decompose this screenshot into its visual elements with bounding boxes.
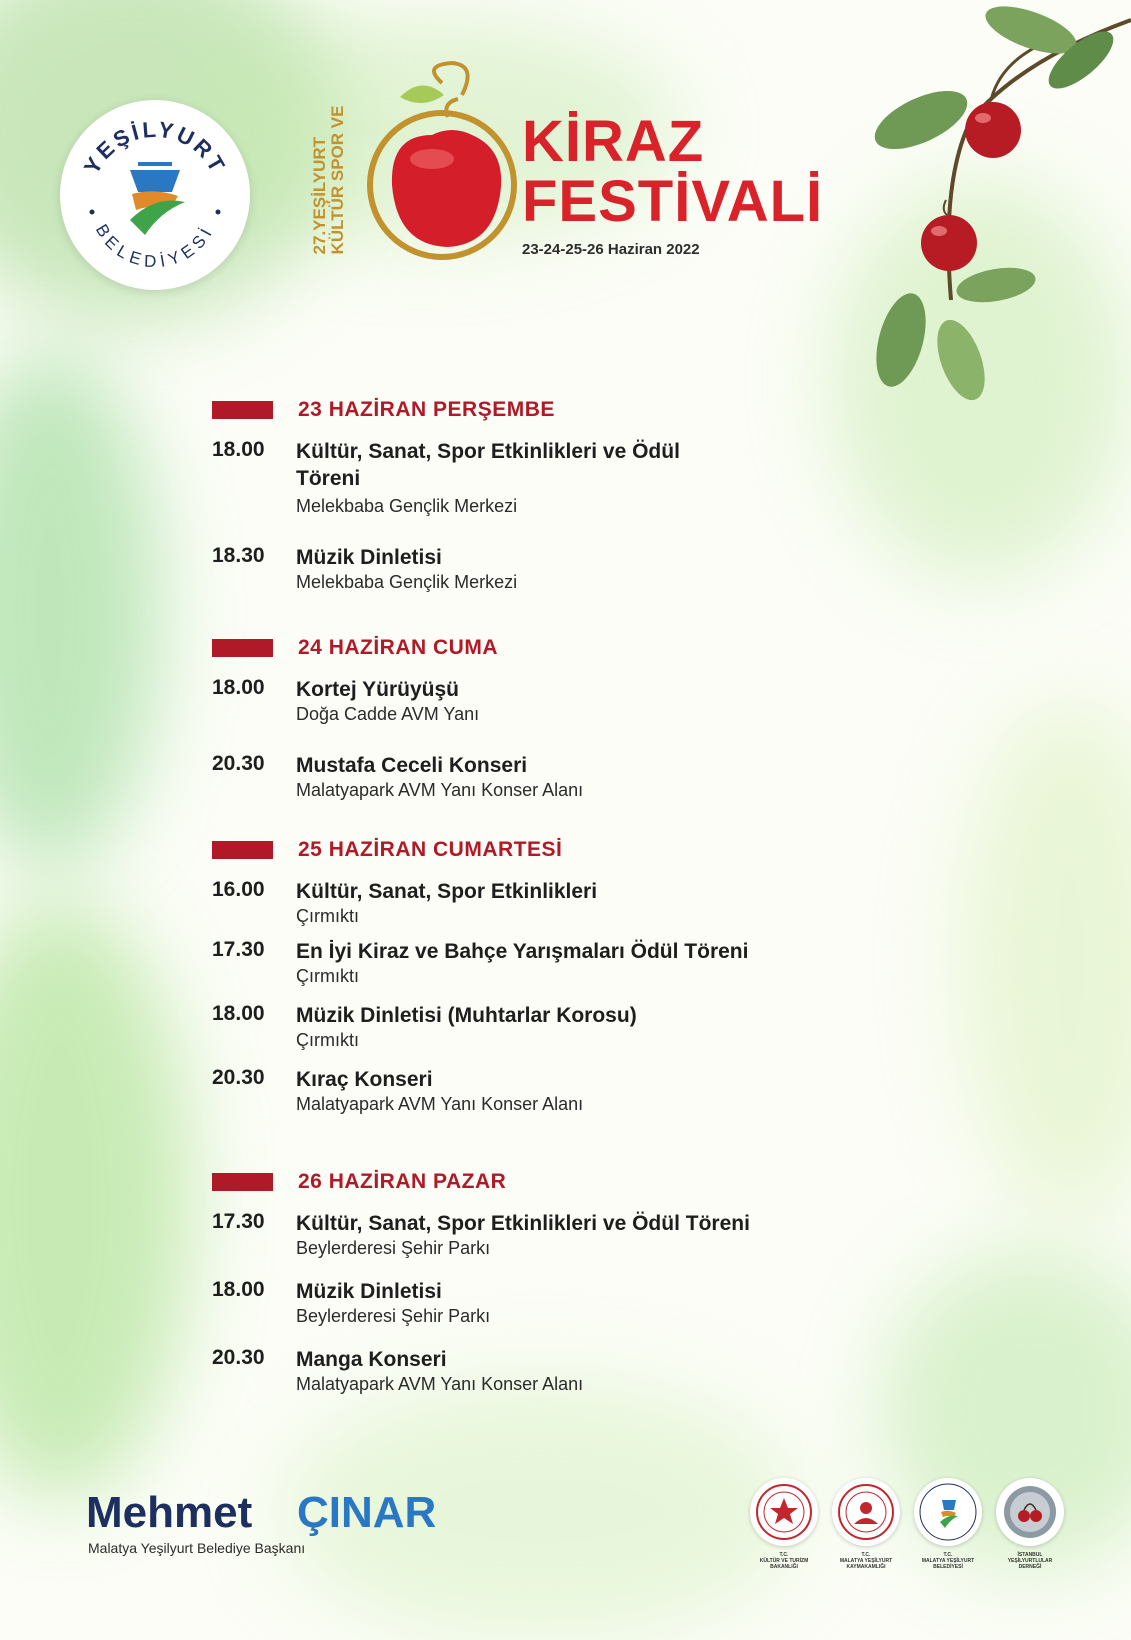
day-title: 25 HAZİRAN CUMARTESİ bbox=[298, 838, 563, 861]
festival-title-line1: KİRAZ bbox=[522, 109, 705, 174]
event-venue: Çırmıktı bbox=[296, 966, 359, 986]
event-venue: Malatyapark AVM Yanı Konser Alanı bbox=[296, 1374, 584, 1394]
event-venue: Melekbaba Gençlik Merkezi bbox=[296, 572, 518, 592]
mayor-first-name: Mehmet bbox=[86, 1488, 253, 1537]
event-time: 18.00 bbox=[212, 676, 265, 699]
municipality-emblem-icon bbox=[60, 100, 250, 290]
event-venue: Çırmıktı bbox=[296, 906, 359, 926]
partner-logo bbox=[746, 1478, 822, 1570]
partner-caption: İSTANBUL YEŞİLYURTLULAR DERNEĞİ bbox=[1007, 1552, 1053, 1570]
event-time: 20.30 bbox=[212, 752, 265, 775]
event-title: Müzik Dinletisi bbox=[296, 546, 442, 569]
logo-top-text: YEŞİLYURT bbox=[78, 116, 232, 179]
event-title: Kültür, Sanat, Spor Etkinlikleri ve Ödül Töreni bbox=[296, 440, 680, 490]
day-marker-bar bbox=[212, 841, 273, 859]
event-time: 18.00 bbox=[212, 1002, 265, 1025]
event-time: 17.30 bbox=[212, 938, 265, 961]
partner-caption: T.C. KÜLTÜR VE TURİZM BAKANLIĞI bbox=[759, 1552, 809, 1570]
day-section bbox=[212, 1170, 912, 1394]
day-section bbox=[212, 636, 912, 800]
partner-logo bbox=[910, 1478, 986, 1570]
cherry-branch-icon bbox=[841, 0, 1131, 420]
ministry-culture-icon bbox=[750, 1478, 818, 1546]
day-marker-bar bbox=[212, 639, 273, 657]
event-time: 18.00 bbox=[212, 1278, 265, 1301]
event-venue: Beylerderesi Şehir Parkı bbox=[296, 1238, 491, 1258]
day-marker-bar bbox=[212, 1173, 273, 1191]
event-venue: Beylerderesi Şehir Parkı bbox=[296, 1306, 491, 1326]
event-title: Kültür, Sanat, Spor Etkinlikleri ve Ödül Töreni bbox=[296, 1212, 750, 1235]
event-venue: Melekbaba Gençlik Merkezi bbox=[296, 496, 518, 516]
mayor-last-name: ÇINAR bbox=[297, 1488, 437, 1537]
partner-logo bbox=[992, 1478, 1068, 1570]
event-title: Mustafa Ceceli Konseri bbox=[296, 754, 528, 777]
event-time: 20.30 bbox=[212, 1066, 265, 1089]
istanbul-association-icon bbox=[996, 1478, 1064, 1546]
event-title: Manga Konseri bbox=[296, 1348, 447, 1371]
day-title: 26 HAZİRAN PAZAR bbox=[298, 1170, 507, 1193]
partner-caption: T.C. MALATYA YEŞİLYURT KAYMAKAMLIĞI bbox=[839, 1552, 893, 1570]
svg-text:YEŞİLYURT bbox=[79, 117, 231, 179]
event-title: En İyi Kiraz ve Bahçe Yarışmaları Ödül Töreni bbox=[296, 940, 749, 963]
mayor-role: Malatya Yeşilyurt Belediye Başkanı bbox=[88, 1540, 306, 1556]
event-title: Kortej Yürüyüşü bbox=[296, 678, 459, 701]
cherry-apple-icon bbox=[362, 55, 527, 270]
event-venue: Malatyapark AVM Yanı Konser Alanı bbox=[296, 780, 584, 800]
festival-prefix-line2: KÜLTÜR SPOR VE bbox=[328, 105, 347, 255]
day-title: 23 HAZİRAN PERŞEMBE bbox=[298, 398, 555, 421]
festival-prefix-line1: 27.YEŞİLYURT bbox=[310, 136, 329, 255]
municipality-icon bbox=[914, 1478, 982, 1546]
logo-bottom-text: BELEDİYESİ bbox=[91, 220, 219, 272]
partner-caption: T.C. MALATYA YEŞİLYURT BELEDİYESİ bbox=[921, 1552, 975, 1570]
event-time: 18.00 bbox=[212, 438, 265, 461]
day-title: 24 HAZİRAN CUMA bbox=[298, 636, 499, 659]
festival-prefix bbox=[310, 95, 348, 265]
event-title: Müzik Dinletisi bbox=[296, 1280, 442, 1303]
partner-logo bbox=[828, 1478, 904, 1570]
district-governorship-icon bbox=[832, 1478, 900, 1546]
festival-title-line2: FESTİVALİ bbox=[522, 169, 824, 234]
event-title: Kültür, Sanat, Spor Etkinlikleri bbox=[296, 880, 598, 903]
event-time: 17.30 bbox=[212, 1210, 265, 1233]
festival-dates: 23-24-25-26 Haziran 2022 bbox=[522, 241, 700, 258]
event-time: 18.30 bbox=[212, 544, 265, 567]
municipality-logo bbox=[60, 100, 250, 290]
event-time: 20.30 bbox=[212, 1346, 265, 1369]
event-time: 16.00 bbox=[212, 878, 265, 901]
svg-text:BELEDİYESİ bbox=[92, 221, 218, 271]
event-venue: Doğa Cadde AVM Yanı bbox=[296, 704, 480, 724]
event-title: Kıraç Konseri bbox=[296, 1068, 433, 1091]
event-venue: Malatyapark AVM Yanı Konser Alanı bbox=[296, 1094, 584, 1114]
event-venue: Çırmıktı bbox=[296, 1030, 359, 1050]
day-section bbox=[212, 398, 912, 592]
day-section bbox=[212, 838, 912, 1114]
day-marker-bar bbox=[212, 401, 273, 419]
event-title: Müzik Dinletisi (Muhtarlar Korosu) bbox=[296, 1004, 637, 1027]
